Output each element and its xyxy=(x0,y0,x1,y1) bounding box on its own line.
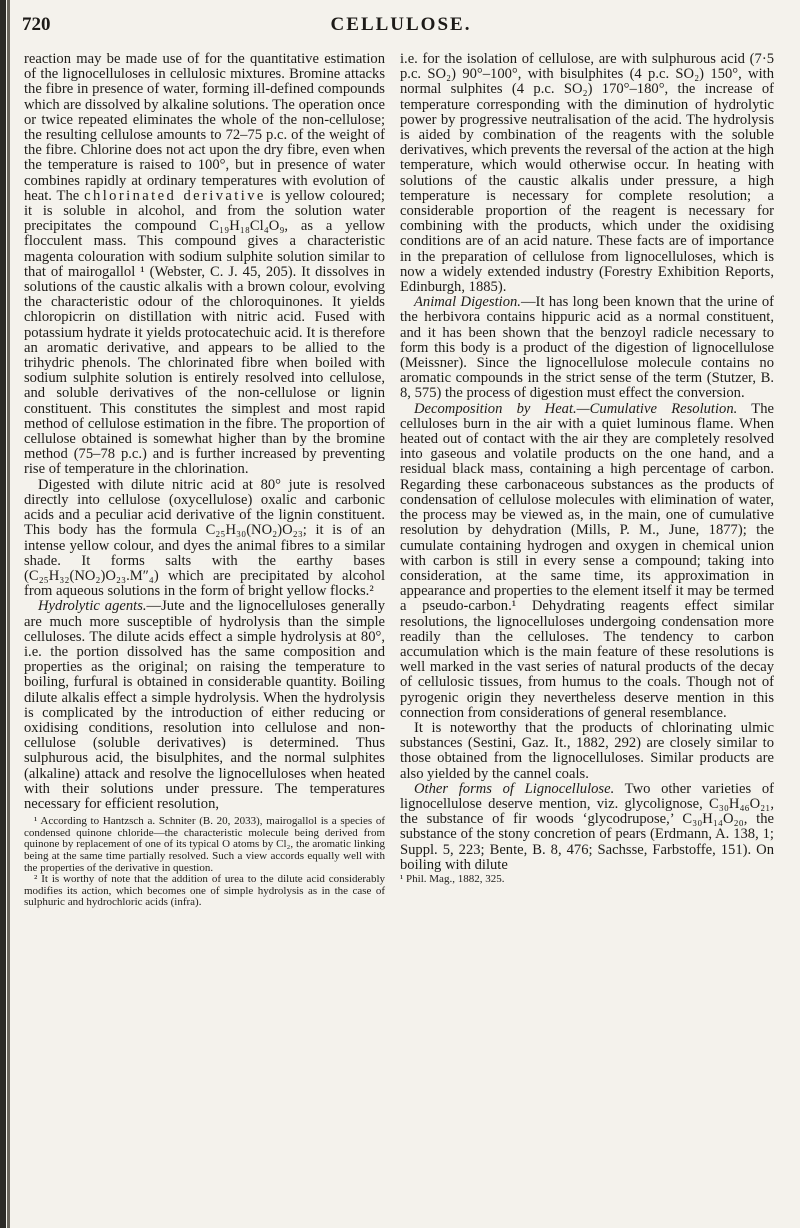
right-footnote-1: ¹ Phil. Mag., 1882, 325. xyxy=(400,872,505,885)
right-paragraph-4: It is noteworthy that the products of chlorinating ulmic substances (Sestini, Gaz. It., 1882, 292) are closely similar to those obtained from the lignocelluloses. Similar products are also yielded by the cannel coals. xyxy=(400,719,774,782)
left-paragraph-1 xyxy=(24,52,385,478)
page-edge-shadow xyxy=(7,0,10,1228)
page-number: 720 xyxy=(22,14,51,35)
page-edge-dark xyxy=(0,0,6,1228)
decomposition-heading: Decomposition by Heat.—Cumulative Resolution. xyxy=(414,400,738,417)
right-p3-text: The celluloses burn in the air with a quiet luminous flame. When heated out of contact with the air they are completely resolved into gaseous and volatile products on the one hand, and a residual black mass, containing a high percentage of carbon. Regarding these carbonaceous substances as the products of condensation of cellulose molecules with elimination of water, the process may be viewed as, in the main, one of cumulative resolution by dehydration (Mills, P. M., June, 1877); the cumulate containing hydrogen and oxygen in chemical union with carbon is still in every sense a compound; taking into consideration, at the same time, its approximation in appearance and properties to the element itself it may be termed a pseudo-carbon.¹ Dehydrating reagents effect similar resolutions, the lignocelluloses undergoing condensation more readily than the celluloses. The tendency to carbon accumulation which is the main feature of these resolutions is well marked in the vast series of natural products of the decay of cellulosic tissues, from humus to the coals. Though not of pyrogenic origin they nevertheless deserve mention in this connection from considerations of general resemblance. xyxy=(400,400,774,721)
footnote-1: ¹ According to Hantzsch a. Schniter (B. 20, 2033), mairogallol is a species of condensed quinone chloride—the characteristic molecule being derived from quinone by replacement of one of its typical O atoms by Cl₂, the aromatic linking being at the same time partially resolved. Such a view accords equally well with the properties of the derivative in question. xyxy=(24,815,385,874)
left-p1b-text: is yellow coloured; it is soluble in alcohol, and from the solution water precipitates the compound C₁₉H₁₈Cl₄O₉, as a yellow flocculent mass. This compound gives a characteristic magenta colouration with sodium sulphite solution similar to that of mairogallol ¹ (Webster, C. J. 45, 205). It dissolves in solutions of the caustic alkalis with a brown colour, evolving the characteristic odour of the chloroquinones. It yields chloropicrin on distillation with nitric acid. Fused with potassium hydrate it yields protocatechuic acid. It is therefore an aromatic derivative, and appears to be allied to the trihydric phenols. The chlorinated fibre when boiled with sodium sulphite solution is entirely resolved into cellulose, and soluble derivatives of the non-cellulose or lignin constituent. This constitutes the simplest and most rapid method of cellulose estimation in the fibre. The proportion of cellulose obtained is somewhat higher than by the bromine method (75–78 p.c.) and is further increased by preventing rise of temperature in the chlorination. xyxy=(24,187,385,478)
animal-digestion-heading: Animal Digestion. xyxy=(414,294,521,311)
left-paragraph-3 xyxy=(24,599,385,812)
left-paragraph-2: Digested with dilute nitric acid at 80° jute is resolved directly into cellulose (oxycellulose) oxalic and carbonic acids and a peculiar acid derivative of the lignin constituent. This body has the formula C₂₅H₃₀(NO₂)O₂₃; it is of an intense yellow colour, and dyes the animal fibres to a similar shade. It forms salts with the earthy bases (C₂₅H₃₂(NO₂)O₂₃.M″₄) which are precipitated by alcohol from aqueous solutions in the form of bright yellow flocks.² xyxy=(24,476,385,600)
right-paragraph-1: i.e. for the isolation of cellulose, are with sulphurous acid (7·5 p.c. SO₂) 90°–100°, with bisulphites (4 p.c. SO₂) 150°, with normal sulphites (4 p.c. SO₂) 170°–180°, the increase of temperature corresponding with the diminution of hydrolytic power by progressive neutralisation of the acid. The hydrolysis is aided by combination of the reagents with the soluble derivatives, which prevents the reversal of the action at the high temperature, which would otherwise occur. In heating with solutions of the caustic alkalis under pressure, a high temperature is necessary for complete resolution; a considerable proportion of the reagent is necessary for combining with the products, which under the oxidising conditions are of an acid nature. These facts are of importance in the preparation of cellulose from lignocelluloses, which is now a widely extended industry (Forestry Exhibition Reports, Edinburgh, 1885). xyxy=(400,51,774,296)
footnote-2: ² It is worthy of note that the addition of urea to the dilute acid considerably modifies its action, which becomes one of simple hydrolysis as in the case of sulphuric and hydrochloric acids (infra). xyxy=(24,873,385,909)
hydrolytic-agents-heading: Hydrolytic agents. xyxy=(38,598,147,615)
left-p1-text: reaction may be made use of for the quantitative estimation of the lignocelluloses in cellulosic mixtures. Bromine attacks the fibre in presence of water, forming ill-defined compounds which are dissolved by alkaline solutions. The operation once or twice repeated eliminates the whole of the non-cellulose; the resulting cellulose amounts to 72–75 p.c. of the weight of the fibre. Chlorine does not act upon the dry fibre, even when the temperature is raised to 100°, but in presence of water combines rapidly at ordinary temperatures with evolution of heat. The xyxy=(24,51,385,204)
right-p2-text: —It has long been known that the urine of the herbivora contains hippuric acid as a normal constituent, and it has been shown that the benzoyl radicle necessary to form this body is a product of the digestion of lignocellulose (Meissner). Since the lignocellulose molecule contains no aromatic compounds in the strict sense of the term (Stutzer, B. 8, 575) the process of digestion must effect the conversion. xyxy=(400,294,774,402)
left-column xyxy=(24,52,385,909)
running-title: CELLULOSE. xyxy=(330,14,472,35)
right-column xyxy=(400,52,774,885)
right-paragraph-5 xyxy=(400,782,774,873)
left-footnotes xyxy=(24,816,385,909)
other-forms-heading: Other forms of Lignocellulose. xyxy=(414,780,615,797)
page-header xyxy=(22,14,780,44)
right-p5-text: Two other varieties of lignocellulose deserve mention, viz. glycolignose, C₃₀H₄₆O₂₁, the substance of fir woods ‘glycodrupose,’ C₃₀H₁₄O₂₀, the substance of the stony concretion of pears (Erdmann, A. 138, 1; Suppl. 5, 223; Bente, B. 8, 476; Sachsse, Farbstoffe, 151). On boiling with dilute xyxy=(400,780,774,873)
left-p1-spaced-term: chlorinated derivative xyxy=(84,187,266,204)
right-paragraph-3 xyxy=(400,402,774,721)
left-p3-text: —Jute and the lignocelluloses generally are much more susceptible of hydrolysis than the simple celluloses. The dilute acids effect a simple hydrolysis at 80°, i.e. the portion dissolved has the same composition and properties as the original; on raising the temperature to boiling, furfural is obtained in considerable quantity. Boiling dilute alkalis effect a simple hydrolysis. When the hydrolysis is complicated by the introduction of either reducing or oxidising conditions, resolution into cellulose and non-cellulose (soluble derivatives) is determined. Thus sulphurous acid, the bisulphites, and the normal sulphites (alkaline) attack and resolve the lignocelluloses when heated with their solutions under pressure. The temperatures necessary for efficient resolution, xyxy=(24,598,386,812)
right-paragraph-2 xyxy=(400,295,774,401)
